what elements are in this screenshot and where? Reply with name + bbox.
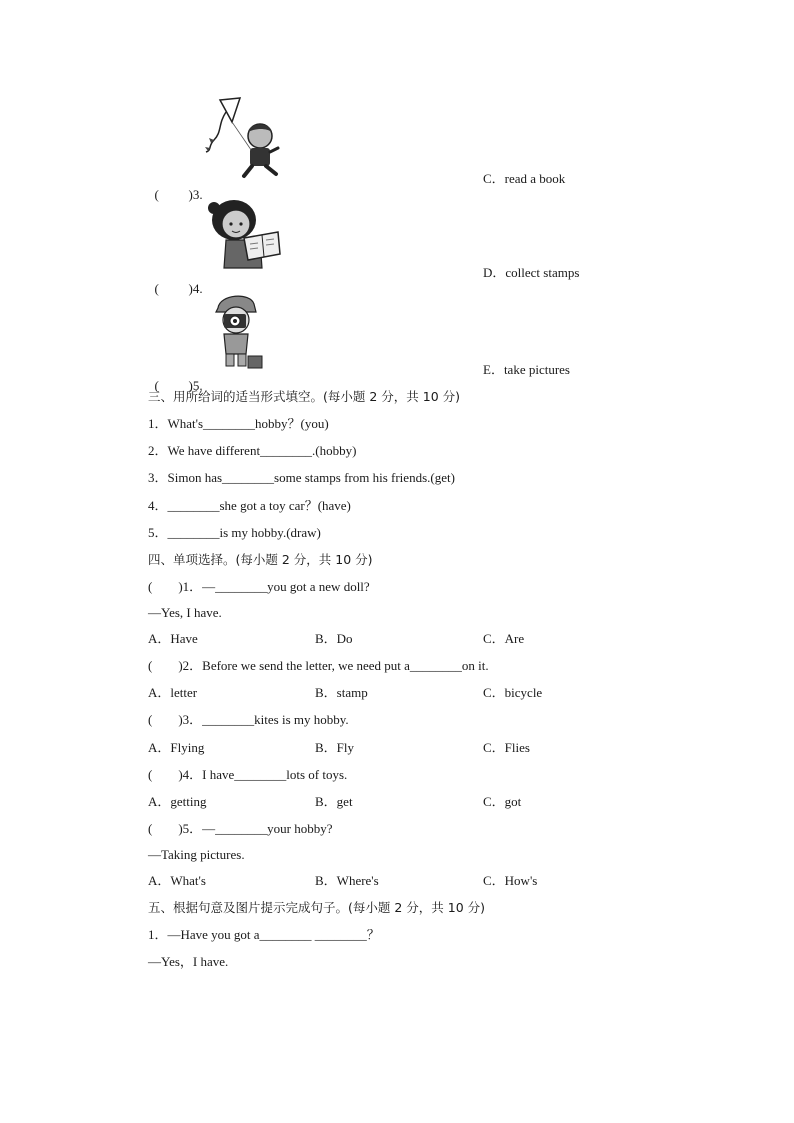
q3-option-c: C．Flies [483, 740, 530, 755]
answer-bracket: ( [154, 187, 159, 202]
question-5-answer-line: —Taking pictures. [148, 847, 245, 862]
q4-option-a: A．getting [148, 794, 207, 809]
section-5-question-1-answer: —Yes，I have. [148, 954, 229, 969]
answer-bracket: ( [154, 378, 159, 393]
option-e: E．take pictures [483, 362, 570, 377]
question-4-stem: ( )4．I have________lots of toys. [148, 767, 348, 782]
section-3-item-4: 4．________she got a toy car？(have) [148, 498, 351, 513]
q1-option-b: B．Do [315, 631, 353, 646]
picture-boy-flying-kite [200, 96, 282, 184]
question-2-stem: ( )2．Before we send the letter, we need put a________on it. [148, 658, 489, 673]
picture-girl-reading-book [204, 194, 284, 276]
section-3-item-1: 1．What's________hobby？(you) [148, 416, 329, 431]
q2-option-a: A．letter [148, 685, 198, 700]
question-1-stem: ( )1．—________you got a new doll? [148, 579, 370, 594]
section-5-question-1: 1．—Have you got a________ ________？ [148, 927, 380, 942]
section-3-item-3: 3．Simon has________some stamps from his friends.(get) [148, 470, 455, 485]
question-number: )5. [188, 378, 203, 393]
section-3-item-5: 5．________is my hobby.(draw) [148, 525, 321, 540]
q5-option-c: C．How's [483, 873, 538, 888]
matching-row-4 [148, 265, 203, 297]
q4-option-b: B．get [315, 794, 353, 809]
section-5-title: 五、根据句意及图片提示完成句子。(每小题 2 分，共 10 分) [148, 900, 486, 915]
section-4-title: 四、单项选择。(每小题 2 分，共 10 分) [148, 552, 373, 567]
q3-option-b: B．Fly [315, 740, 355, 755]
q1-option-a: A．Have [148, 631, 198, 646]
q2-option-b: B．stamp [315, 685, 368, 700]
question-number: )3. [188, 187, 203, 202]
option-d: D．collect stamps [483, 265, 580, 280]
q4-option-c: C．got [483, 794, 522, 809]
option-c: C．read a book [483, 171, 566, 186]
q1-option-c: C．Are [483, 631, 525, 646]
section-3-title: 三、用所给词的适当形式填空。(每小题 2 分，共 10 分) [148, 389, 461, 404]
picture-child-taking-photo [210, 290, 270, 372]
q3-option-a: A．Flying [148, 740, 205, 755]
question-number: )4. [188, 281, 203, 296]
answer-bracket: ( [154, 281, 159, 296]
question-3-stem: ( )3．________kites is my hobby. [148, 712, 349, 727]
q2-option-c: C．bicycle [483, 685, 543, 700]
q5-option-b: B．Where's [315, 873, 379, 888]
q5-option-a: A．What's [148, 873, 206, 888]
question-5-stem: ( )5．—________your hobby? [148, 821, 333, 836]
matching-row-3 [148, 171, 203, 203]
question-1-answer-line: —Yes, I have. [148, 605, 222, 620]
section-3-item-2: 2．We have different________.(hobby) [148, 443, 357, 458]
